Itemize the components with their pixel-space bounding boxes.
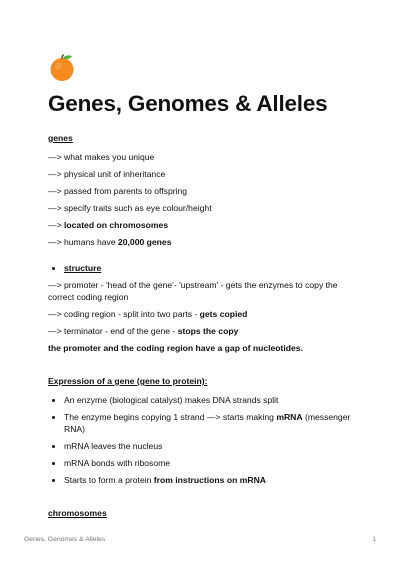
structure-bullet-list (48, 262, 364, 274)
tangerine-icon (47, 52, 77, 82)
gap-note: the promoter and the coding region have a gap of nucleotides. (48, 343, 303, 353)
genes-item: —> humans have 20,000 genes (48, 237, 172, 247)
page-title: Genes, Genomes & Alleles (48, 91, 328, 116)
footer-page-number: 1 (372, 536, 376, 543)
genes-item: —> located on chromosomes (48, 220, 169, 230)
footer-title: Genes, Genomes & Alleles (24, 536, 106, 543)
genes-item: —> physical unit of inheritance (48, 169, 166, 179)
page-content (48, 52, 364, 526)
promoter-line: —> promoter - 'head of the gene'- 'upstream' - gets the enzymes to copy the correct coding region (48, 280, 338, 302)
expression-heading: Expression of a gene (gene to protein): (48, 376, 208, 386)
expression-item: • Starts to form a protein from instructions on mRNA (64, 474, 364, 486)
expression-item: • An enzyme (biological catalyst) makes DNA strands split (64, 394, 364, 406)
expression-list (48, 394, 364, 486)
structure-label: structure (64, 263, 102, 273)
coding-region-line: —> coding region - split into two parts - gets copied (48, 309, 248, 319)
genes-item: —> passed from parents to offspring (48, 186, 188, 196)
genes-item: —> specify traits such as eye colour/height (48, 203, 212, 213)
terminator-line: —> terminator - end of the gene - stops the copy (48, 326, 239, 336)
genes-item: —> what makes you unique (48, 152, 155, 162)
page-footer (24, 536, 376, 543)
genes-list (48, 151, 364, 248)
expression-item: • mRNA leaves the nucleus (64, 440, 364, 452)
chromosomes-heading: chromosomes (48, 508, 107, 518)
expression-item: • mRNA bonds with ribosome (64, 457, 364, 469)
structure-bullet (64, 262, 364, 274)
genes-heading: genes (48, 133, 73, 143)
expression-item: • The enzyme begins copying 1 strand —> starts making mRNA (messenger RNA) (64, 411, 364, 435)
